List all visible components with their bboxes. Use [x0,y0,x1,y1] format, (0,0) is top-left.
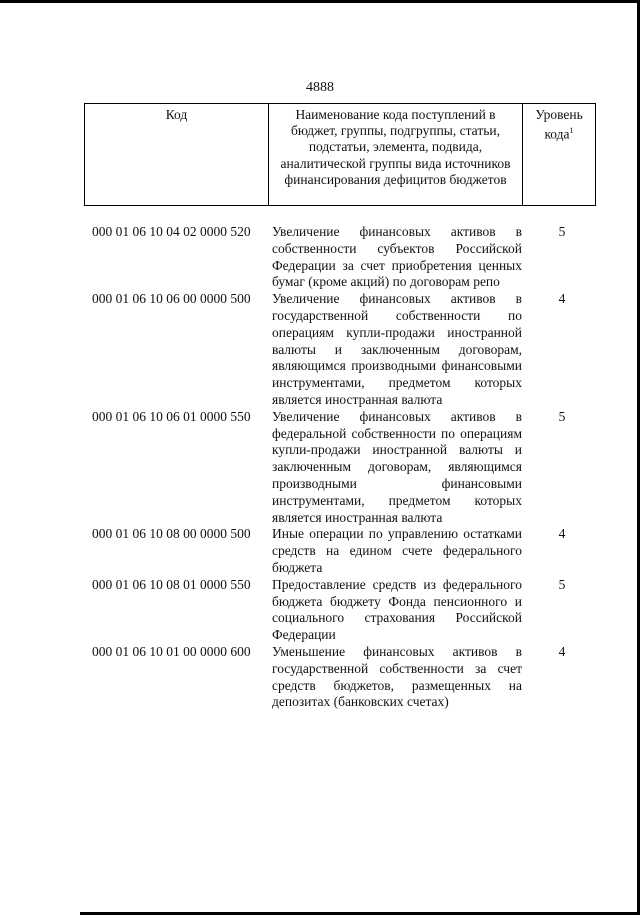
row-description: Увеличение финансовых активов в государственной собственности по операциям купли-продажи иностранной валюты и заключенным договорам, являющимся производными финансовыми инструментами, предметом которых является иностранная валюта [272,291,522,407]
row-code: 000 01 06 10 01 00 0000 600 [92,643,251,659]
row-description: Иные операции по управлению остатками средств на едином счете федерального бюджета [272,526,522,575]
row-level: 5 [558,224,566,239]
table-row [92,291,592,409]
row-code: 000 01 06 10 08 00 0000 500 [92,526,251,542]
table-body [92,224,592,711]
table-header [84,103,596,206]
row-level: 5 [558,576,566,592]
table-row [92,526,592,576]
row-description: Увеличение финансовых активов в федеральной собственности по операциям купли-продажи иностранной валюты и заключенным договорам, являющимся производными финансовыми инструментами, предметом которых является иностранная валюта [272,408,522,525]
row-level: 4 [558,526,566,542]
row-level: 4 [558,643,566,659]
scan-edge-top [0,0,640,3]
table-row [92,577,592,644]
table-row [92,409,592,527]
row-description: Увеличение финансовых активов в собственности субъектов Российской Федерации за счет приобретения ценных бумаг (кроме акций) по договорам репо [272,224,522,290]
row-code: 000 01 06 10 04 02 0000 520 [92,224,251,239]
table-row [92,224,592,291]
header-name: Наименование кода поступлений в бюджет, группы, подгруппы, статьи, подстатьи, элемента, подвида, аналитической группы вида источников финансирования дефицитов бюджетов [269,104,523,205]
row-description: Уменьшение финансовых активов в государственной собственности за счет средств бюджетов, размещенных на депозитах (банковских счетах) [272,643,522,710]
row-level: 5 [558,408,566,424]
header-level [523,104,595,205]
page-number: 4888 [306,80,334,95]
row-description: Предоставление средств из федерального бюджета бюджету Фонда пенсионного и социального страхования Российской Федерации [272,576,522,643]
row-code: 000 01 06 10 06 00 0000 500 [92,291,251,307]
row-code: 000 01 06 10 06 01 0000 550 [92,408,251,424]
header-code: Код [85,104,269,205]
row-level: 4 [558,291,566,307]
header-level-footnote: 1 [569,126,574,136]
header-level-label: Уровень кода [535,107,583,142]
row-code: 000 01 06 10 08 01 0000 550 [92,576,251,592]
table-row [92,644,592,711]
